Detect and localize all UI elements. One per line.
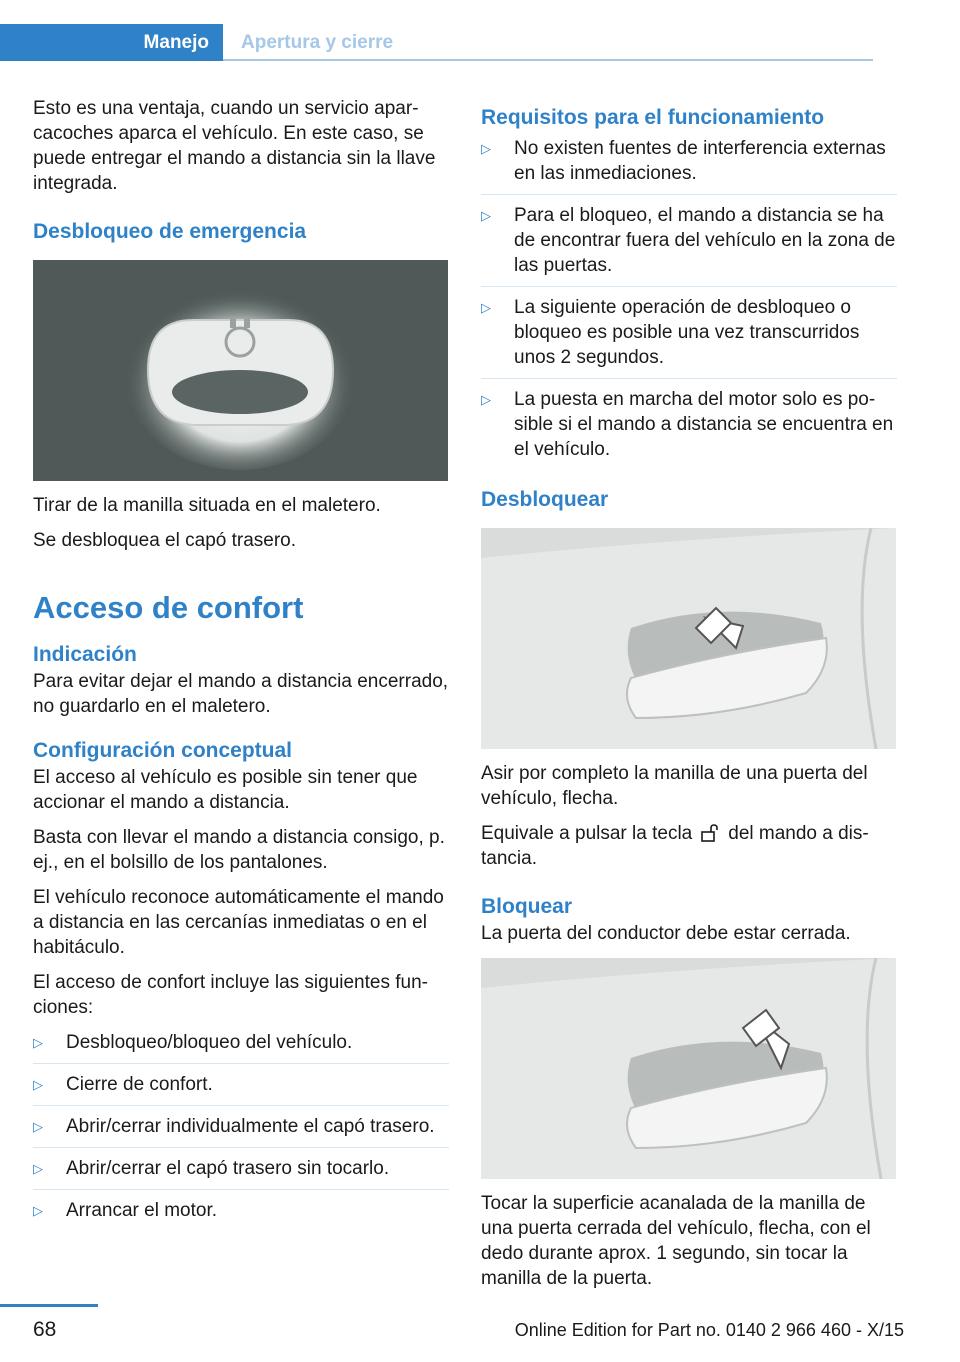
concept-paragraph-3: El vehículo reconoce automáticamente el mando a distancia en las cercanías inmediatas o en el habitáculo. (33, 887, 444, 958)
concept-paragraph-2: Basta con llevar el mando a distancia consigo, p. ej., en el bolsillo de los pantalones. (33, 827, 445, 873)
triangle-bullet-icon: ▷ (33, 1203, 43, 1218)
unlock-paragraph-2: Equivale a pulsar la tecla del mando a distancia. (481, 823, 869, 869)
list-item: ▷ Abrir/cerrar individualmente el capó trasero. (33, 1105, 449, 1139)
lock-title: Bloquear (481, 895, 573, 918)
list-item: ▷ La puesta en marcha del motor solo es posible si el mando a distancia se encuentra en el vehículo. (481, 378, 897, 462)
list-item: ▷ Para el bloqueo, el mando a distancia se ha de encontrar fuera del vehículo en la zona de las puertas. (481, 194, 897, 278)
header-subsection-tab[interactable]: Apertura y cierre (223, 24, 873, 61)
emergency-title: Desbloqueo de emergencia (33, 220, 307, 243)
list-item: ▷ Cierre de confort. (33, 1063, 449, 1097)
emergency-paragraph-2: Se desbloquea el capó trasero. (33, 530, 297, 551)
emergency-paragraph-1: Tirar de la manilla situada en el maletero. (33, 495, 381, 516)
list-item: ▷ Desbloqueo/bloqueo del vehículo. (33, 1032, 353, 1053)
edition-text: Online Edition for Part no. 0140 2 966 460 - X/15 (514, 1320, 904, 1340)
unlock-title: Desbloquear (481, 488, 609, 511)
concept-paragraph-1: El acceso al vehículo es posible sin tener que accionar el mando a distancia. (33, 767, 418, 813)
page-header (0, 24, 873, 61)
main-title: Acceso de confort (33, 590, 304, 625)
intro-paragraph: Esto es una ventaja, cuando un servicio aparcacoches aparca el vehículo. En este caso, se puede entregar el mando a distancia sin la llave integrada. (33, 98, 436, 194)
requirements-title: Requisitos para el funcionamiento (481, 106, 825, 129)
list-item: ▷ Arrancar el motor. (33, 1189, 449, 1223)
left-column (33, 96, 449, 1231)
lock-paragraph-1: La puerta del conductor debe estar cerrada. (481, 923, 851, 944)
triangle-bullet-icon: ▷ (481, 392, 491, 407)
unlock-door-handle-figure (481, 528, 896, 749)
unlock-icon (700, 824, 720, 842)
triangle-bullet-icon: ▷ (33, 1077, 43, 1092)
triangle-bullet-icon: ▷ (33, 1161, 43, 1176)
triangle-bullet-icon: ▷ (33, 1035, 43, 1050)
concept-paragraph-4: El acceso de confort incluye las siguientes funciones: (33, 972, 428, 1018)
triangle-bullet-icon: ▷ (481, 141, 491, 156)
page-number: 68 (33, 1318, 57, 1341)
list-item: ▷ No existen fuentes de interferencia externas en las inmediaciones. (481, 138, 886, 184)
unlock-paragraph-1: Asir por completo la manilla de una puerta del vehículo, flecha. (481, 763, 868, 809)
emergency-release-figure (33, 260, 448, 481)
lock-paragraph-2: Tocar la superficie acanalada de la manilla de una puerta cerrada del vehículo, flecha, con el dedo durante aprox. 1 segundo, sin tocar la manilla de la puerta. (481, 1193, 871, 1289)
right-column (481, 104, 897, 1301)
functions-list (33, 1030, 449, 1223)
footer-accent-line (0, 1304, 98, 1307)
lock-door-handle-figure (481, 958, 896, 1179)
note-title: Indicación (33, 643, 137, 666)
requirements-list (481, 136, 897, 462)
triangle-bullet-icon: ▷ (33, 1119, 43, 1134)
header-section-tab[interactable]: Manejo (0, 24, 223, 61)
triangle-bullet-icon: ▷ (481, 300, 491, 315)
triangle-bullet-icon: ▷ (481, 208, 491, 223)
list-item: ▷ La siguiente operación de desbloqueo o bloqueo es posible una vez transcurridos unos 2 segundos. (481, 286, 897, 370)
list-item: ▷ Abrir/cerrar el capó trasero sin tocarlo. (33, 1147, 449, 1181)
note-paragraph: Para evitar dejar el mando a distancia encerrado, no guardarlo en el maletero. (33, 671, 449, 717)
concept-title: Configuración conceptual (33, 739, 293, 762)
